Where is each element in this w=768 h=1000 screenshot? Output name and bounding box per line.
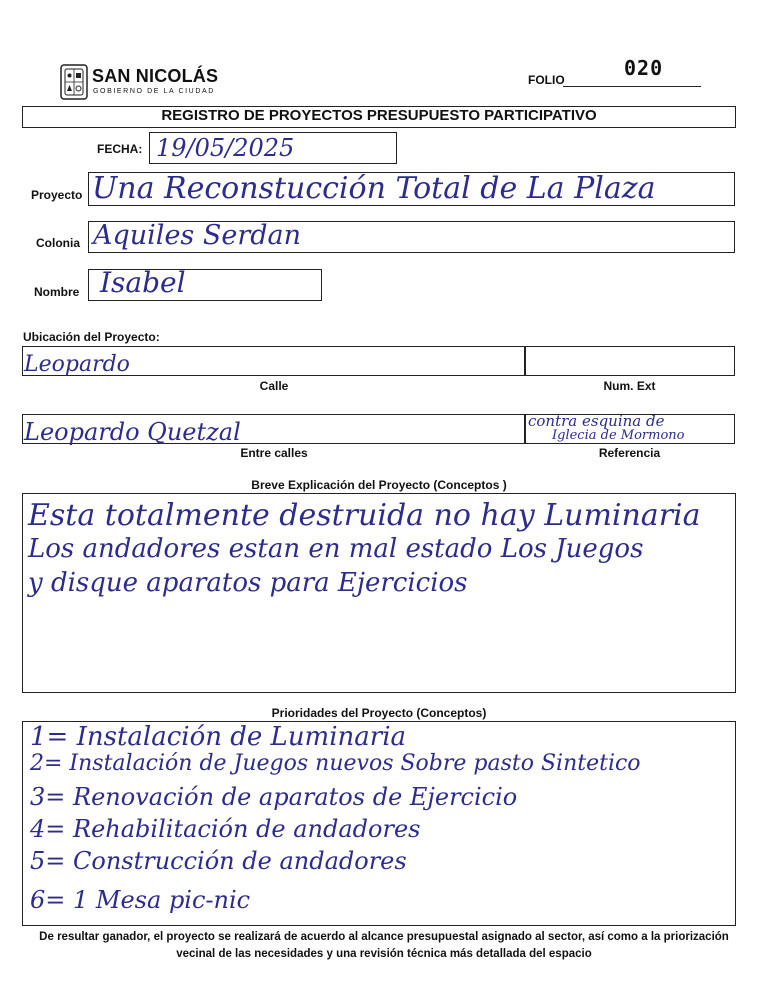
explicacion-line: y disque aparatos para Ejercicios: [28, 568, 468, 598]
referencia-value-line1: contra esquina de: [528, 412, 665, 430]
num-ext-field[interactable]: [524, 346, 735, 376]
org-name: SAN NICOLÁS: [92, 66, 219, 86]
referencia-value-line2: Iglecia de Mormono: [552, 428, 685, 443]
nombre-label: Nombre: [34, 285, 80, 299]
num-ext-label: Num. Ext: [603, 379, 656, 393]
calle-label: Calle: [259, 379, 289, 393]
colonia-value: Aquiles Serdan: [93, 220, 302, 251]
folio-number: 020: [624, 56, 664, 80]
prioridad-item: 1= Instalación de Luminaria: [30, 722, 407, 752]
prioridad-item: 2= Instalación de Juegos nuevos Sobre pasto Sintetico: [30, 751, 641, 776]
org-logo: [60, 64, 230, 100]
fecha-value: 19/05/2025: [156, 134, 295, 162]
folio-label: FOLIO: [528, 73, 565, 87]
proyecto-label: Proyecto: [31, 188, 83, 202]
form-title: REGISTRO DE PROYECTOS PRESUPUESTO PARTICIPATIVO: [161, 107, 597, 124]
entre-calles-label: Entre calles: [240, 446, 308, 460]
fecha-label: FECHA:: [97, 142, 143, 156]
footer-disclaimer-line2: vecinal de las necesidades y una revisión técnica más detallada del espacio: [176, 948, 592, 960]
entre-calles-value: Leopardo Quetzal: [24, 418, 241, 446]
colonia-label: Colonia: [36, 236, 80, 250]
city-shield-icon: [60, 64, 88, 100]
footer-disclaimer-line1: De resultar ganador, el proyecto se realizará de acuerdo al alcance presupuestal asignado al sector, así como a la priorización: [39, 931, 729, 943]
calle-value: Leopardo: [24, 352, 130, 377]
prioridad-item: 6= 1 Mesa pic-nic: [30, 886, 251, 914]
prioridades-heading: Prioridades del Proyecto (Conceptos): [271, 706, 487, 720]
referencia-label: Referencia: [598, 446, 661, 460]
prioridad-item: 5= Construcción de andadores: [30, 847, 407, 875]
proyecto-value: Una Reconstucción Total de La Plaza: [92, 171, 656, 206]
ubicacion-heading: Ubicación del Proyecto:: [23, 330, 160, 344]
explicacion-line: Esta totalmente destruida no hay Luminaria: [28, 498, 701, 533]
explicacion-heading: Breve Explicación del Proyecto (Conceptos ): [251, 478, 507, 492]
prioridad-item: 4= Rehabilitación de andadores: [30, 815, 421, 843]
explicacion-line: Los andadores estan en mal estado Los Juegos: [28, 534, 644, 564]
nombre-value: Isabel: [100, 266, 186, 299]
org-subtitle: GOBIERNO DE LA CIUDAD: [93, 88, 215, 95]
prioridad-item: 3= Renovación de aparatos de Ejercicio: [30, 783, 518, 811]
folio-line: [563, 86, 701, 87]
